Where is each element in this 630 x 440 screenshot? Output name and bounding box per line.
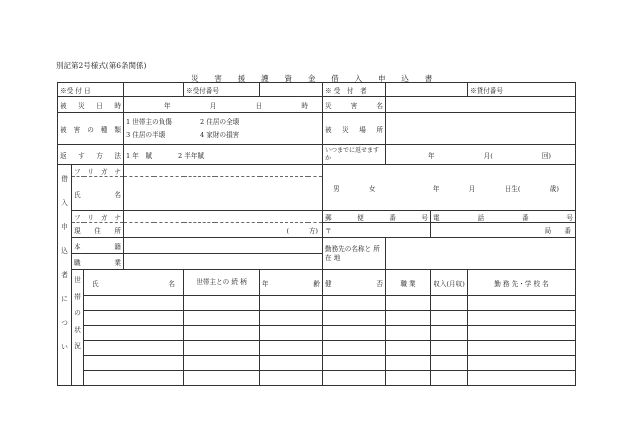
receiver-label: ※ 受 付 者	[323, 83, 386, 97]
household-name-cell[interactable]	[84, 371, 184, 386]
name-label: 氏 名	[72, 177, 124, 211]
disaster-place-field[interactable]	[386, 113, 576, 145]
household-occupation-cell[interactable]	[386, 311, 431, 326]
postal-mark: 〒	[325, 227, 332, 235]
age-unit: 歳)	[549, 184, 559, 193]
household-health-cell[interactable]	[323, 311, 386, 326]
receiver-field[interactable]	[386, 83, 468, 97]
repayment-method-field[interactable]	[124, 145, 323, 165]
repay-month-unit: 月(	[483, 151, 493, 160]
name-furigana-field[interactable]	[124, 165, 323, 177]
domicile-label: 本 籍	[72, 238, 124, 254]
household-relation-cell[interactable]	[184, 326, 260, 341]
damage-option-4[interactable]: 4 家財の損害	[200, 130, 240, 139]
month-unit: 月	[209, 101, 217, 110]
household-health-cell[interactable]	[323, 371, 386, 386]
household-workplace-cell[interactable]	[468, 296, 576, 311]
household-occupation-cell[interactable]	[386, 356, 431, 371]
household-occupation-cell[interactable]	[386, 296, 431, 311]
household-health-cell[interactable]	[323, 356, 386, 371]
page-title: 災 害 援 護 資 金 借 入 申 込 書	[190, 74, 440, 83]
applicant-section-label: 借 入 申 込 者 に つ い	[58, 165, 72, 386]
household-relation-cell[interactable]	[184, 356, 260, 371]
household-income-cell[interactable]	[431, 296, 468, 311]
applicant-furigana-row	[58, 165, 576, 177]
household-name-cell[interactable]	[84, 356, 184, 371]
household-age-cell[interactable]	[260, 371, 323, 386]
disaster-date-row	[58, 97, 576, 113]
workplace-label: 勤務先の名称と 所 在 地	[323, 238, 386, 270]
household-row	[58, 341, 576, 356]
household-age-cell[interactable]	[260, 341, 323, 356]
received-date-label: ※受 付 日	[58, 83, 124, 97]
loan-number-label: ※貸付番号	[468, 83, 576, 97]
household-health-cell[interactable]	[323, 326, 386, 341]
received-date-field[interactable]	[124, 83, 184, 97]
address-suffix: ( 方)	[286, 227, 318, 235]
name-furigana-label: フリガナ	[72, 165, 124, 177]
damage-type-options[interactable]	[124, 113, 323, 145]
address-label: 現 住 所	[72, 223, 124, 238]
household-age-cell[interactable]	[260, 311, 323, 326]
household-occupation-cell[interactable]	[386, 371, 431, 386]
postal-code-field[interactable]	[323, 223, 431, 238]
hour-unit: 時	[301, 101, 308, 110]
address-row	[58, 223, 576, 238]
address-field[interactable]	[124, 223, 323, 238]
household-occupation-header: 職 業	[386, 270, 431, 296]
sex-female[interactable]: 女	[368, 184, 376, 193]
repay-year-unit: 年	[428, 151, 435, 160]
household-income-cell[interactable]	[431, 341, 468, 356]
damage-type-row	[58, 113, 576, 145]
year-unit: 年	[164, 101, 171, 110]
household-row	[58, 326, 576, 341]
repayment-row	[58, 145, 576, 165]
household-health-cell[interactable]	[323, 296, 386, 311]
household-relation-cell[interactable]	[184, 371, 260, 386]
household-name-cell[interactable]	[84, 341, 184, 356]
application-form	[57, 82, 576, 386]
household-section-label: 世 帯 の 状 況	[72, 270, 84, 386]
household-workplace-cell[interactable]	[468, 371, 576, 386]
disaster-place-label: 被 災 場 所	[323, 113, 386, 145]
occupation-label: 職 業	[72, 254, 124, 270]
birth-year-unit: 年	[432, 184, 440, 193]
household-health-header: 健 否	[323, 270, 386, 296]
phone-suffix: 局 番	[544, 227, 572, 235]
domicile-row	[58, 238, 576, 254]
household-workplace-cell[interactable]	[468, 326, 576, 341]
repay-option-annual[interactable]: 1 年 賦	[126, 151, 153, 160]
household-age-header: 年 齢	[260, 270, 323, 296]
disaster-date-label: 被 災 日 時	[58, 97, 124, 113]
day-unit: 日	[255, 101, 263, 110]
repay-until-label: いつまでに返せますか	[323, 145, 386, 165]
repay-option-semiannual[interactable]: 2 半年賦	[178, 151, 205, 160]
household-name-cell[interactable]	[84, 311, 184, 326]
repay-times-unit: 回)	[541, 151, 552, 160]
address-furigana-row	[58, 211, 576, 223]
household-name-header: 氏 名	[84, 270, 184, 296]
household-income-cell[interactable]	[431, 311, 468, 326]
household-relation-header: 世帯主との 続 柄	[184, 270, 260, 296]
household-relation-cell[interactable]	[184, 341, 260, 356]
reception-row	[58, 83, 576, 97]
household-income-header: 収入(月収)	[431, 270, 468, 296]
disaster-name-label: 災 害 名	[323, 97, 386, 113]
disaster-name-field[interactable]	[386, 97, 576, 113]
damage-option-1[interactable]: 1 世帯主の負傷	[126, 117, 172, 126]
occupation-field[interactable]	[124, 254, 323, 270]
household-workplace-cell[interactable]	[468, 356, 576, 371]
receipt-number-field[interactable]	[260, 83, 323, 97]
sex-male[interactable]: 男	[333, 184, 340, 193]
household-name-cell[interactable]	[84, 296, 184, 311]
household-relation-cell[interactable]	[184, 311, 260, 326]
household-occupation-cell[interactable]	[386, 341, 431, 356]
household-age-cell[interactable]	[260, 296, 323, 311]
damage-option-3[interactable]: 3 住居の半壊	[126, 130, 166, 139]
household-row	[58, 311, 576, 326]
domicile-field[interactable]	[124, 238, 323, 254]
repayment-method-label: 返 す 方 法	[58, 145, 124, 165]
name-field[interactable]	[124, 177, 323, 211]
household-name-cell[interactable]	[84, 326, 184, 341]
household-row	[58, 371, 576, 386]
phone-number-field[interactable]	[431, 223, 576, 238]
household-occupation-cell[interactable]	[386, 326, 431, 341]
household-workplace-cell[interactable]	[468, 341, 576, 356]
postal-code-label: 郵 便 番 号	[323, 211, 431, 223]
damage-option-2[interactable]: 2 住居の全壊	[200, 117, 240, 126]
repay-until-field[interactable]	[386, 145, 576, 165]
household-age-cell[interactable]	[260, 356, 323, 371]
damage-type-label: 被害の種類	[58, 113, 124, 145]
household-health-cell[interactable]	[323, 341, 386, 356]
household-age-cell[interactable]	[260, 326, 323, 341]
household-income-cell[interactable]	[431, 326, 468, 341]
household-workplace-header: 勤 務 先・学 校 名	[468, 270, 576, 296]
household-header-row	[58, 270, 576, 296]
form-number: 別記第2号様式(第6条関係)	[56, 61, 147, 70]
birth-day-unit: 日生(	[504, 184, 521, 193]
household-workplace-cell[interactable]	[468, 311, 576, 326]
address-furigana-label: フリガナ	[72, 211, 124, 223]
birth-month-unit: 月	[468, 184, 476, 193]
household-row	[58, 356, 576, 371]
receipt-number-label: ※受付番号	[184, 83, 260, 97]
phone-number-label: 電 話 番 号	[431, 211, 576, 223]
household-row	[58, 296, 576, 311]
workplace-field[interactable]	[386, 238, 576, 270]
disaster-date-field[interactable]	[124, 97, 323, 113]
household-income-cell[interactable]	[431, 371, 468, 386]
household-relation-cell[interactable]	[184, 296, 260, 311]
household-income-cell[interactable]	[431, 356, 468, 371]
sex-birth-field[interactable]	[323, 165, 576, 211]
address-furigana-field[interactable]	[124, 211, 323, 223]
